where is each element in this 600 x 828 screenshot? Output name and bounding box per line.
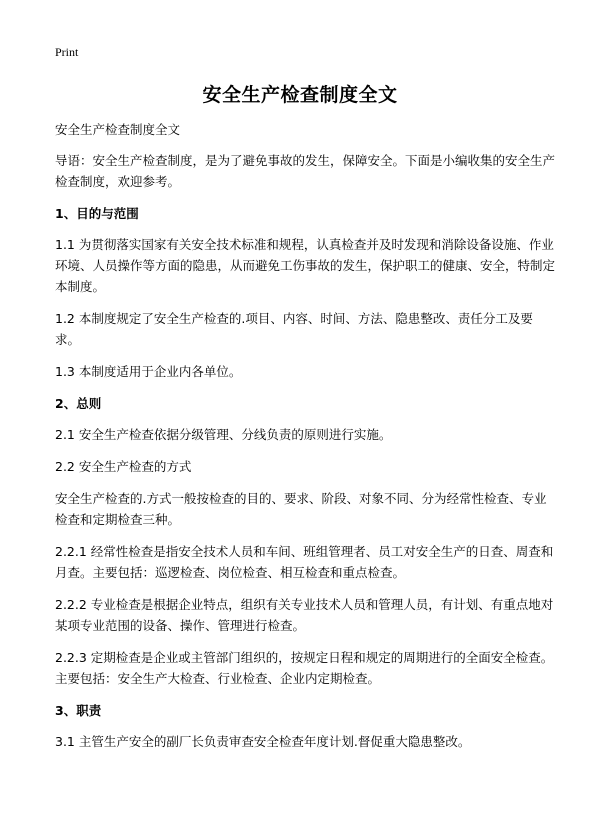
section-heading-general: 2、总则 (55, 396, 102, 411)
section-heading-purpose-scope: 1、目的与范围 (55, 206, 139, 221)
paragraph-2-1: 2.1 安全生产检查依据分级管理、分线负责的原则进行实施。 (55, 427, 392, 442)
paragraph-1-1: 1.1 为贯彻落实国家有关安全技术标准和规程，认真检查并及时发现和消除设备设施、作业环境、人员操作等方面的隐患，从而避免工伤事故的发生，保护职工的健康、安全，特制定本制度。 (55, 237, 556, 294)
document-title: 安全生产检查制度全文 (202, 84, 398, 106)
paragraph-2-2-1: 2.2.1 经常性检查是指安全技术人员和车间、班组管理者、员工对安全生产的日查、周查和月查。主要包括：巡逻检查、岗位检查、相互检查和重点检查。 (55, 544, 554, 580)
paragraph-2-2-3: 2.2.3 定期检查是企业或主管部门组织的，按规定日程和规定的周期进行的全面安全检查。主要包括：安全生产大检查、行业检查、企业内定期检查。 (55, 650, 554, 686)
document-body (55, 119, 555, 763)
paragraph-2-2-body: 安全生产检查的.方式一般按检查的目的、要求、阶段、对象不同、分为经常性检查、专业检查和定期检查三种。 (55, 491, 547, 527)
print-label[interactable]: Print (55, 45, 79, 59)
paragraph-2-2-2: 2.2.2 专业检查是根据企业特点，组织有关专业技术人员和管理人员，有计划、有重点地对某项专业范围的设备、操作、管理进行检查。 (55, 597, 554, 633)
paragraph-1-3: 1.3 本制度适用于企业内各单位。 (55, 364, 242, 379)
document-subtitle: 安全生产检查制度全文 (55, 122, 181, 137)
paragraph-1-2: 1.2 本制度规定了安全生产检查的.项目、内容、时间、方法、隐患整改、责任分工及要求。 (55, 311, 533, 347)
paragraph-3-1: 3.1 主管生产安全的副厂长负责审查安全检查年度计划.督促重大隐患整改。 (55, 734, 471, 749)
section-heading-responsibilities: 3、职责 (55, 703, 102, 718)
paragraph-2-2: 2.2 安全生产检查的方式 (55, 459, 192, 474)
intro-paragraph: 导语：安全生产检查制度，是为了避免事故的发生，保障安全。下面是小编收集的安全生产检查制度，欢迎参考。 (55, 153, 556, 189)
